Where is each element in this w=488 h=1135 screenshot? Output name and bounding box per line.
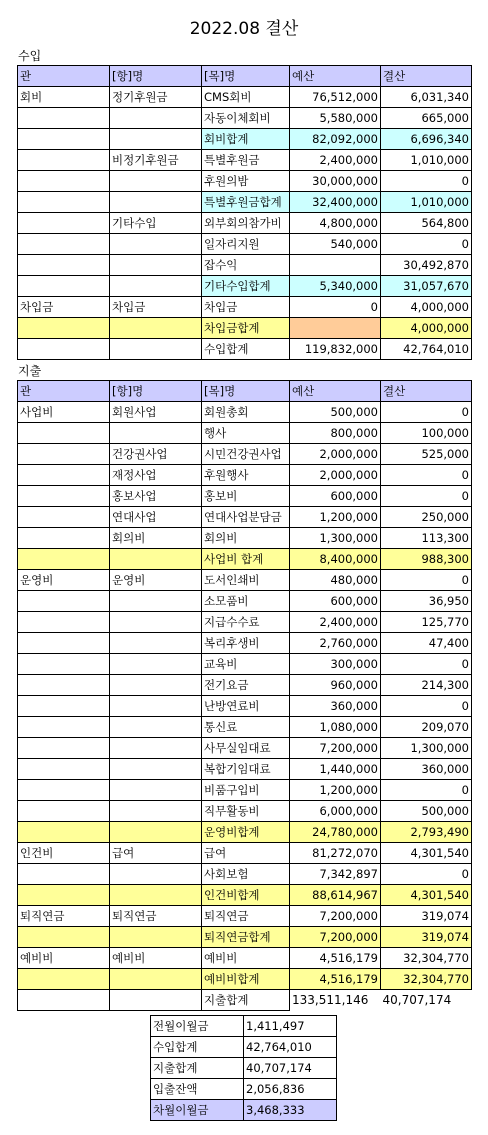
- gwan-cell: [18, 927, 110, 948]
- budget-cell: 7,200,000: [290, 906, 381, 927]
- table-row: [18, 843, 472, 864]
- gwan-cell: [18, 969, 110, 990]
- table-row: [18, 906, 472, 927]
- actual-cell: 32,304,770: [381, 969, 472, 990]
- summary-label: 입출잔액: [151, 1079, 244, 1100]
- hang-cell: [110, 990, 202, 1011]
- budget-cell: 500,000: [290, 402, 381, 423]
- table-row: [18, 927, 472, 948]
- col-header-budget: 예산: [290, 66, 381, 87]
- mok-cell: 외부회의참가비: [202, 213, 290, 234]
- hang-cell: [110, 801, 202, 822]
- hang-cell: 정기후원금: [110, 87, 202, 108]
- mok-cell: 난방연료비: [202, 696, 290, 717]
- summary-label: 전월이월금: [151, 1016, 244, 1037]
- actual-cell: 42,764,010: [381, 339, 472, 360]
- gwan-cell: [18, 633, 110, 654]
- mok-cell: 시민건강권사업: [202, 444, 290, 465]
- col-header-mok: [목]명: [202, 381, 290, 402]
- gwan-cell: [18, 612, 110, 633]
- mok-cell: 지급수수료: [202, 612, 290, 633]
- gwan-cell: [18, 465, 110, 486]
- hang-cell: [110, 633, 202, 654]
- hang-cell: [110, 318, 202, 339]
- gwan-cell: 차입금: [18, 297, 110, 318]
- actual-cell: 0: [381, 171, 472, 192]
- gwan-cell: [18, 717, 110, 738]
- actual-cell: 360,000: [381, 759, 472, 780]
- col-header-budget: 예산: [290, 381, 381, 402]
- hang-cell: 퇴직연금: [110, 906, 202, 927]
- hang-cell: 홍보사업: [110, 486, 202, 507]
- table-row: [18, 801, 472, 822]
- table-row: [18, 423, 472, 444]
- hang-cell: 운영비: [110, 570, 202, 591]
- summary-value: 2,056,836: [244, 1079, 337, 1100]
- gwan-cell: 운영비: [18, 570, 110, 591]
- budget-cell: 2,400,000: [290, 150, 381, 171]
- actual-cell: 0: [381, 486, 472, 507]
- table-row: [18, 255, 472, 276]
- mok-cell: 차입금: [202, 297, 290, 318]
- actual-cell: 6,031,340: [381, 87, 472, 108]
- gwan-cell: [18, 255, 110, 276]
- mok-cell: 일자리지원: [202, 234, 290, 255]
- hang-cell: [110, 969, 202, 990]
- budget-cell: 119,832,000: [290, 339, 381, 360]
- table-row: [18, 486, 472, 507]
- budget-cell: 300,000: [290, 654, 381, 675]
- gwan-cell: 인건비: [18, 843, 110, 864]
- actual-cell: 30,492,870: [381, 255, 472, 276]
- mok-cell: 소모품비: [202, 591, 290, 612]
- budget-cell: 0: [290, 297, 381, 318]
- gwan-cell: [18, 528, 110, 549]
- mok-cell: 도서인쇄비: [202, 570, 290, 591]
- budget-cell: [290, 318, 381, 339]
- table-row: [18, 696, 472, 717]
- budget-cell: [290, 255, 381, 276]
- gwan-cell: [18, 801, 110, 822]
- mok-cell: 특별후원금합계: [202, 192, 290, 213]
- budget-cell: 8,400,000: [290, 549, 381, 570]
- actual-cell: 500,000: [381, 801, 472, 822]
- summary-value: 42,764,010: [244, 1037, 337, 1058]
- actual-cell: 665,000: [381, 108, 472, 129]
- budget-cell: 81,272,070: [290, 843, 381, 864]
- budget-cell: 540,000: [290, 234, 381, 255]
- gwan-cell: [18, 507, 110, 528]
- table-row: [18, 780, 472, 801]
- actual-cell: 113,300: [381, 528, 472, 549]
- gwan-cell: [18, 738, 110, 759]
- budget-cell: 1,440,000: [290, 759, 381, 780]
- gwan-cell: [18, 759, 110, 780]
- budget-cell: 1,200,000: [290, 780, 381, 801]
- gwan-cell: [18, 675, 110, 696]
- hang-cell: 차입금: [110, 297, 202, 318]
- table-row: [18, 465, 472, 486]
- hang-cell: [110, 696, 202, 717]
- gwan-cell: 예비비: [18, 948, 110, 969]
- col-header-hang: [항]명: [110, 66, 202, 87]
- summary-row: [151, 1079, 337, 1100]
- gwan-cell: [18, 171, 110, 192]
- actual-cell: 250,000: [381, 507, 472, 528]
- mok-cell: 기타수입합계: [202, 276, 290, 297]
- actual-cell: 1,010,000: [381, 192, 472, 213]
- budget-cell: 1,080,000: [290, 717, 381, 738]
- budget-cell: 6,000,000: [290, 801, 381, 822]
- table-row: [18, 675, 472, 696]
- summary-label: 수입합계: [151, 1037, 244, 1058]
- actual-cell: 0: [381, 780, 472, 801]
- mok-cell: 회원총회: [202, 402, 290, 423]
- budget-cell: 4,800,000: [290, 213, 381, 234]
- hang-cell: [110, 108, 202, 129]
- gwan-cell: [18, 822, 110, 843]
- hang-cell: [110, 276, 202, 297]
- gwan-cell: [18, 108, 110, 129]
- budget-cell: 5,580,000: [290, 108, 381, 129]
- hang-cell: [110, 675, 202, 696]
- actual-cell: 4,000,000: [381, 318, 472, 339]
- table-row: [18, 444, 472, 465]
- hang-cell: [110, 612, 202, 633]
- hang-cell: [110, 780, 202, 801]
- table-row: [18, 528, 472, 549]
- budget-cell: 88,614,967: [290, 885, 381, 906]
- mok-cell: 운영비합계: [202, 822, 290, 843]
- actual-cell: 47,400: [381, 633, 472, 654]
- budget-cell: 480,000: [290, 570, 381, 591]
- table-row: [18, 990, 472, 1011]
- gwan-cell: 퇴직연금: [18, 906, 110, 927]
- mok-cell: 예비비합계: [202, 969, 290, 990]
- table-row: [18, 864, 472, 885]
- gwan-cell: [18, 696, 110, 717]
- summary-row: [151, 1100, 337, 1121]
- gwan-cell: [18, 276, 110, 297]
- actual-cell: 32,304,770: [381, 948, 472, 969]
- actual-cell: 209,070: [381, 717, 472, 738]
- budget-cell: 76,512,000: [290, 87, 381, 108]
- hang-cell: [110, 255, 202, 276]
- gwan-cell: [18, 864, 110, 885]
- budget-cell: 7,200,000: [290, 927, 381, 948]
- mok-cell: 사회보험: [202, 864, 290, 885]
- actual-cell: 0: [381, 654, 472, 675]
- table-row: [18, 759, 472, 780]
- income-table: [17, 65, 472, 360]
- budget-cell: 360,000: [290, 696, 381, 717]
- hang-cell: 급여: [110, 843, 202, 864]
- mok-cell: 후원의밤: [202, 171, 290, 192]
- actual-cell: 36,950: [381, 591, 472, 612]
- expense-header-row: [18, 381, 472, 402]
- col-header-gwan: 관: [18, 381, 110, 402]
- hang-cell: [110, 234, 202, 255]
- table-row: [18, 339, 472, 360]
- hang-cell: [110, 885, 202, 906]
- col-header-hang: [항]명: [110, 381, 202, 402]
- budget-cell: 800,000: [290, 423, 381, 444]
- budget-cell: 30,000,000: [290, 171, 381, 192]
- budget-cell: 4,516,179: [290, 948, 381, 969]
- actual-cell: 0: [381, 864, 472, 885]
- actual-cell: 100,000: [381, 423, 472, 444]
- summary-row: [151, 1058, 337, 1079]
- gwan-cell: [18, 654, 110, 675]
- budget-cell: 600,000: [290, 486, 381, 507]
- hang-cell: 기타수입: [110, 213, 202, 234]
- actual-cell: 0: [381, 402, 472, 423]
- income-header-row: [18, 66, 472, 87]
- budget-cell: 7,342,897: [290, 864, 381, 885]
- hang-cell: 회원사업: [110, 402, 202, 423]
- actual-cell: 4,000,000: [381, 297, 472, 318]
- summary-value: 3,468,333: [244, 1100, 337, 1121]
- hang-cell: [110, 864, 202, 885]
- gwan-cell: [18, 234, 110, 255]
- mok-cell: 예비비: [202, 948, 290, 969]
- table-row: [18, 171, 472, 192]
- hang-cell: [110, 738, 202, 759]
- table-row: [18, 108, 472, 129]
- gwan-cell: [18, 591, 110, 612]
- table-row: [18, 885, 472, 906]
- actual-cell: 31,057,670: [381, 276, 472, 297]
- gwan-cell: [18, 339, 110, 360]
- actual-cell: 564,800: [381, 213, 472, 234]
- table-row: [18, 507, 472, 528]
- mok-cell: 사무실임대료: [202, 738, 290, 759]
- income-section-label: 수입: [18, 49, 42, 63]
- actual-cell: 2,793,490: [381, 822, 472, 843]
- mok-cell: 행사: [202, 423, 290, 444]
- hang-cell: [110, 654, 202, 675]
- budget-cell: 24,780,000: [290, 822, 381, 843]
- hang-cell: [110, 549, 202, 570]
- hang-cell: [110, 339, 202, 360]
- gwan-cell: [18, 213, 110, 234]
- table-row: [18, 633, 472, 654]
- gwan-cell: [18, 129, 110, 150]
- budget-cell: 4,516,179: [290, 969, 381, 990]
- table-row: [18, 822, 472, 843]
- actual-cell: 125,770: [381, 612, 472, 633]
- actual-cell: 214,300: [381, 675, 472, 696]
- summary-label: 차월이월금: [151, 1100, 244, 1121]
- hang-cell: [110, 171, 202, 192]
- actual-cell: 988,300: [381, 549, 472, 570]
- hang-cell: [110, 591, 202, 612]
- mok-cell: 전기요금: [202, 675, 290, 696]
- mok-cell: 지출합계: [202, 990, 290, 1011]
- col-header-actual: 결산: [381, 66, 472, 87]
- actual-cell: 4,301,540: [381, 885, 472, 906]
- hang-cell: 연대사업: [110, 507, 202, 528]
- mok-cell: 퇴직연금합계: [202, 927, 290, 948]
- gwan-cell: [18, 885, 110, 906]
- summary-label: 지출합계: [151, 1058, 244, 1079]
- col-header-actual: 결산: [381, 381, 472, 402]
- mok-cell: 직무활동비: [202, 801, 290, 822]
- table-row: [18, 591, 472, 612]
- hang-cell: [110, 717, 202, 738]
- gwan-cell: [18, 780, 110, 801]
- gwan-cell: [18, 318, 110, 339]
- budget-cell: 960,000: [290, 675, 381, 696]
- budget-cell: 2,760,000: [290, 633, 381, 654]
- mok-cell: 인건비합계: [202, 885, 290, 906]
- table-row: [18, 717, 472, 738]
- table-row: [18, 948, 472, 969]
- hang-cell: [110, 129, 202, 150]
- budget-cell: 82,092,000: [290, 129, 381, 150]
- hang-cell: [110, 822, 202, 843]
- col-header-gwan: 관: [18, 66, 110, 87]
- mok-cell: 복합기임대료: [202, 759, 290, 780]
- hang-cell: 비정기후원금: [110, 150, 202, 171]
- gwan-cell: 회비: [18, 87, 110, 108]
- table-row: [18, 129, 472, 150]
- actual-cell: 40,707,174: [381, 990, 472, 1011]
- gwan-cell: [18, 192, 110, 213]
- budget-cell: 2,000,000: [290, 465, 381, 486]
- mok-cell: 자동이체회비: [202, 108, 290, 129]
- table-row: [18, 402, 472, 423]
- mok-cell: 차입금합계: [202, 318, 290, 339]
- mok-cell: 홍보비: [202, 486, 290, 507]
- budget-cell: 7,200,000: [290, 738, 381, 759]
- gwan-cell: [18, 444, 110, 465]
- mok-cell: 비품구입비: [202, 780, 290, 801]
- hang-cell: [110, 759, 202, 780]
- budget-cell: 1,200,000: [290, 507, 381, 528]
- actual-cell: 319,074: [381, 906, 472, 927]
- table-row: [18, 87, 472, 108]
- mok-cell: 교육비: [202, 654, 290, 675]
- table-row: [18, 654, 472, 675]
- gwan-cell: 사업비: [18, 402, 110, 423]
- mok-cell: 급여: [202, 843, 290, 864]
- mok-cell: 연대사업분담금: [202, 507, 290, 528]
- table-row: [18, 150, 472, 171]
- table-row: [18, 276, 472, 297]
- actual-cell: 319,074: [381, 927, 472, 948]
- table-row: [18, 234, 472, 255]
- actual-cell: 525,000: [381, 444, 472, 465]
- mok-cell: 잡수익: [202, 255, 290, 276]
- hang-cell: 건강권사업: [110, 444, 202, 465]
- summary-value: 1,411,497: [244, 1016, 337, 1037]
- table-row: [18, 192, 472, 213]
- actual-cell: 0: [381, 696, 472, 717]
- table-row: [18, 318, 472, 339]
- budget-cell: 2,000,000: [290, 444, 381, 465]
- table-row: [18, 612, 472, 633]
- actual-cell: 4,301,540: [381, 843, 472, 864]
- summary-row: [151, 1037, 337, 1058]
- mok-cell: 수입합계: [202, 339, 290, 360]
- mok-cell: 복리후생비: [202, 633, 290, 654]
- table-row: [18, 297, 472, 318]
- mok-cell: 회비합계: [202, 129, 290, 150]
- table-row: [18, 570, 472, 591]
- hang-cell: 회의비: [110, 528, 202, 549]
- hang-cell: [110, 192, 202, 213]
- table-row: [18, 969, 472, 990]
- mok-cell: 퇴직연금: [202, 906, 290, 927]
- hang-cell: [110, 927, 202, 948]
- table-row: [18, 213, 472, 234]
- table-row: [18, 549, 472, 570]
- hang-cell: [110, 423, 202, 444]
- hang-cell: 재정사업: [110, 465, 202, 486]
- budget-cell: 1,300,000: [290, 528, 381, 549]
- hang-cell: 예비비: [110, 948, 202, 969]
- gwan-cell: [18, 423, 110, 444]
- mok-cell: 후원행사: [202, 465, 290, 486]
- expense-table: [17, 380, 472, 1011]
- actual-cell: 0: [381, 465, 472, 486]
- mok-cell: 통신료: [202, 717, 290, 738]
- actual-cell: 0: [381, 570, 472, 591]
- budget-cell: 2,400,000: [290, 612, 381, 633]
- page-title: 2022.08 결산: [189, 19, 299, 39]
- gwan-cell: [18, 990, 110, 1011]
- balance-summary-table: [150, 1015, 337, 1121]
- actual-cell: 0: [381, 234, 472, 255]
- actual-cell: 1,300,000: [381, 738, 472, 759]
- mok-cell: CMS회비: [202, 87, 290, 108]
- mok-cell: 사업비 합계: [202, 549, 290, 570]
- expense-section-label: 지출: [18, 364, 42, 378]
- gwan-cell: [18, 150, 110, 171]
- budget-cell: 32,400,000: [290, 192, 381, 213]
- col-header-mok: [목]명: [202, 66, 290, 87]
- mok-cell: 회의비: [202, 528, 290, 549]
- budget-cell: 5,340,000: [290, 276, 381, 297]
- gwan-cell: [18, 549, 110, 570]
- budget-cell: 133,511,146: [290, 990, 381, 1011]
- budget-cell: 600,000: [290, 591, 381, 612]
- summary-value: 40,707,174: [244, 1058, 337, 1079]
- summary-row: [151, 1016, 337, 1037]
- gwan-cell: [18, 486, 110, 507]
- mok-cell: 특별후원금: [202, 150, 290, 171]
- actual-cell: 1,010,000: [381, 150, 472, 171]
- actual-cell: 6,696,340: [381, 129, 472, 150]
- table-row: [18, 738, 472, 759]
